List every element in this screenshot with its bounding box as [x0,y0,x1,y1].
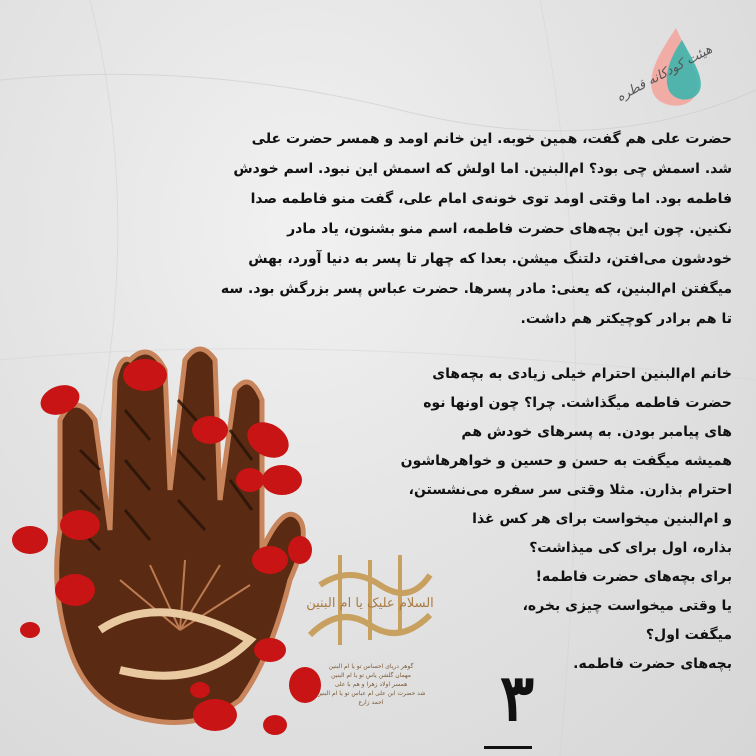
text-line: خانم ام‌البنین احترام خیلی زیادی به بچه‌های [432,366,732,382]
page-number-underline [484,746,532,749]
text-line: همیشه میگفت به حسن و حسین و خواهرهاشون [400,453,732,469]
calligraphy-text: السلام علیک یا ام البنین [306,596,434,611]
text-line: های پیامبر بودن. به پسرهای خودش هم [461,424,732,440]
text-line: تا هم برادر کوچیکتر هم داشت. [520,311,732,327]
text-line: برای بچه‌های حضرت فاطمه! [535,569,732,585]
poem-line: همسر اولاد زهرا و هم با علی [334,681,408,688]
logo-text: هیئت کودکانه قطره [614,42,715,106]
text-line: یا وقتی میخواست چیزی بخره، [522,598,732,614]
poem-line: شد حضرت ابن علی ام عباس تو یا ام البنین [316,690,426,697]
text-line: میگفتن ام‌البنین، که یعنی: مادر پسرها. حضرت عباس پسر بزرگش بود. سه [220,281,732,297]
logo [614,22,722,118]
text-line: احترام بذارن. مثلا وقتی سر سفره می‌نشستن، [408,482,732,498]
poem-line: مهمان گلشن یاس تو یا ام البنین [331,672,411,679]
text-line: بذاره، اول برای کی میذاشت؟ [529,540,732,556]
text-line: حضرت فاطمه میگذاشت. چرا؟ چون اونها نوه [423,395,732,411]
text-line: شد. اسمش چی بود؟ ام‌البنین. اما اولش که اسمش این نبود. اسم خودش [233,161,732,177]
story-paragraph-1 [28,124,732,334]
page-number: ۳ [499,661,535,736]
text-line: حضرت علی هم گفت، همین خوبه. این خانم اومد و همسر حضرت علی [251,131,732,147]
poem-line: احمد زارع [358,699,384,706]
text-line: بچه‌های حضرت فاطمه. [573,656,732,672]
text-line: خودشون می‌افتن، دلتنگ میشن. بعدا که چهار تا پسر به دنیا آورد، بهش [248,251,732,267]
text-line: فاطمه بود. اما وقتی اومد توی خونه‌ی امام علی، گفت منو فاطمه صدا [250,191,732,207]
story-paragraph-2 [326,360,732,679]
poem-line: گوهر دریای احساس تو یا ام البنین [328,663,414,670]
text-line: میگفت اول؟ [645,627,732,643]
text-line: نکنین. چون این بچه‌های حضرت فاطمه، اسم منو بشنون، یاد مادر [287,221,732,237]
text-line: و ام‌البنین میخواست برای هر کس غذا [472,511,732,527]
